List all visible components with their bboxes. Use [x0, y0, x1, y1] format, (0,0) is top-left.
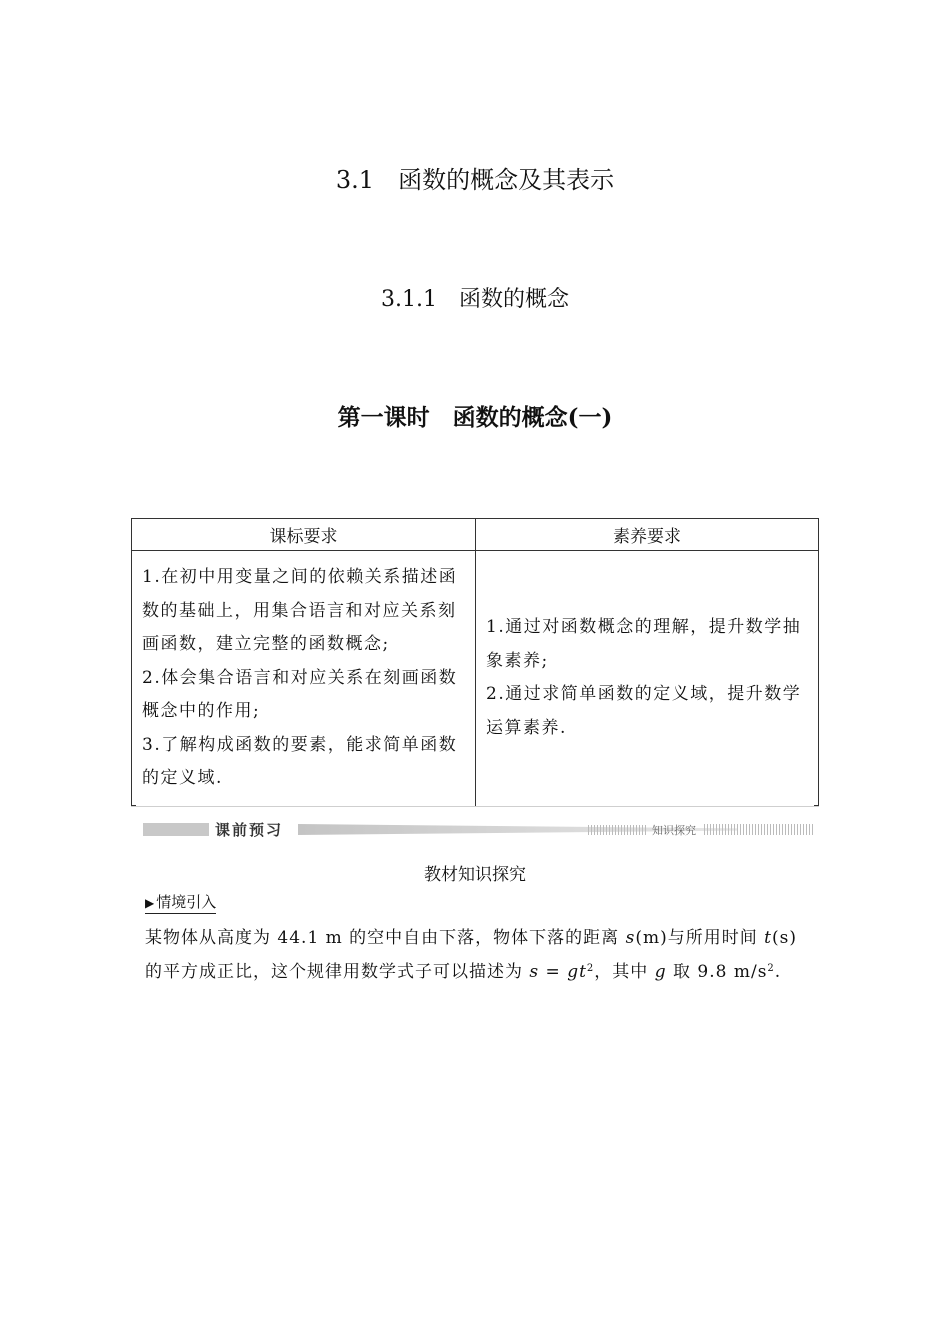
section-title: 3.1.1 函数的概念 — [381, 287, 569, 312]
banner-hatch — [588, 825, 648, 835]
text-span: (m)与所用时间 — [635, 928, 765, 948]
variable-gt: gt — [567, 962, 587, 982]
exponent: 2 — [767, 963, 775, 974]
banner-left-block — [143, 823, 209, 836]
intro-label-text: 情境引入 — [156, 893, 217, 911]
text-span: (s) — [771, 928, 797, 948]
chapter-title: 3.1 函数的概念及其表示 — [335, 166, 615, 194]
variable-g: g — [654, 962, 667, 982]
banner-left-label: 课前预习 — [215, 821, 284, 839]
competency-cell — [476, 551, 819, 807]
variable-s: s — [625, 928, 636, 948]
intro-label — [145, 891, 216, 914]
variable-s: s — [529, 962, 540, 982]
table-header-row — [132, 519, 819, 551]
preview-banner — [143, 820, 813, 840]
equals-sign: = — [539, 962, 568, 982]
paragraph-line — [145, 955, 825, 989]
list-item: 2.通过求简单函数的定义域，提升数学运算素养. — [486, 684, 802, 738]
banner-hatch-right — [704, 824, 813, 835]
requirements-table — [131, 518, 819, 807]
header-competency: 素养要求 — [476, 519, 819, 551]
variable-t: t — [764, 928, 772, 948]
table-corner-right — [814, 805, 819, 806]
paragraph-line — [145, 921, 825, 955]
text-span: 某物体从高度为 44.1 m 的空中自由下落，物体下落的距离 — [145, 928, 626, 948]
table-corner-left — [131, 805, 136, 806]
header-curriculum: 课标要求 — [132, 519, 476, 551]
list-item: 1.通过对函数概念的理解，提升数学抽象素养; — [486, 617, 802, 671]
lesson-title: 第一课时 函数的概念(一) — [337, 404, 613, 431]
text-span: ，其中 — [594, 962, 655, 982]
text-span: 取 9.8 m/s — [666, 962, 768, 982]
table-row — [132, 551, 819, 807]
text-span: . — [774, 962, 782, 982]
intro-paragraph — [145, 921, 825, 989]
text-span: 的平方成正比，这个规律用数学式子可以描述为 — [145, 962, 530, 982]
list-item: 3.了解构成函数的要素，能求简单函数的定义域. — [142, 734, 458, 788]
triangle-icon: ▶ — [145, 896, 155, 910]
list-item: 2.体会集合语言和对应关系在刻画函数概念中的作用; — [142, 667, 458, 721]
curriculum-cell — [132, 551, 476, 807]
banner-right-label: 知识探究 — [652, 824, 696, 837]
exponent: 2 — [586, 963, 595, 974]
section-heading: 教材知识探究 — [424, 865, 526, 885]
list-item: 1.在初中用变量之间的依赖关系描述函数的基础上，用集合语言和对应关系刻画函数，建立完整的函数概念; — [142, 567, 458, 654]
